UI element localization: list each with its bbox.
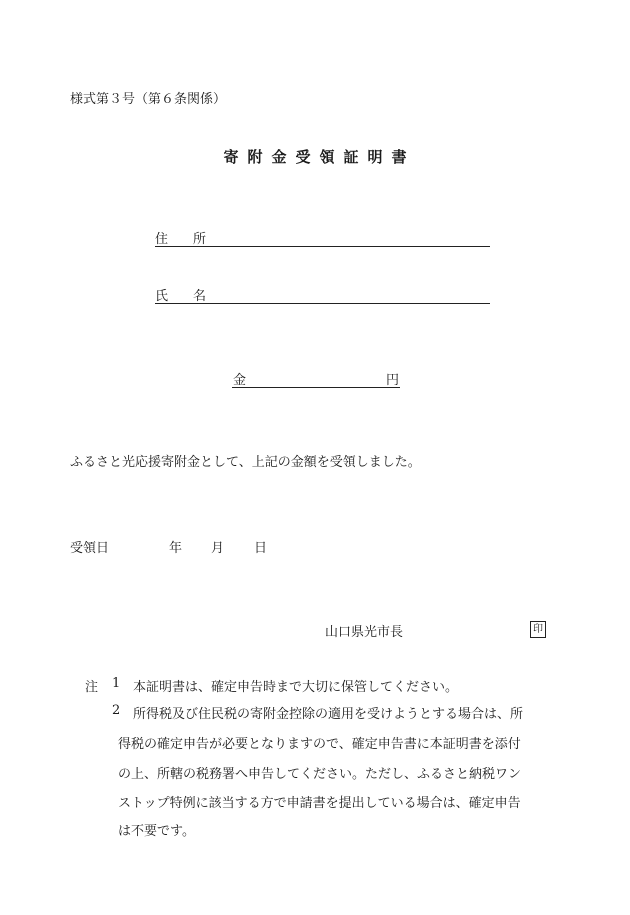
note-2-line-2: 得税の確定申告が必要となりますので、確定申告書に本証明書を添付 [118, 737, 521, 752]
document-title: 寄附金受領証明書 [223, 148, 416, 166]
name-field[interactable] [155, 285, 490, 304]
date-month: 月 [211, 541, 225, 556]
note-1-text: 本証明書は、確定申告時まで大切に保管してください。 [133, 680, 459, 695]
form-number: 様式第３号（第６条関係） [70, 92, 227, 107]
note-2-line-1: 所得税及び住民税の寄附金控除の適用を受けようとする場合は、所 [133, 707, 524, 722]
note-1-number: 1 [112, 676, 121, 691]
receipt-statement: ふるさと光応援寄附金として、上記の金額を受領しました。 [70, 455, 421, 470]
seal-mark: 印 [530, 621, 546, 638]
name-label: 氏名 [155, 289, 232, 304]
date-day: 日 [254, 541, 268, 556]
address-field[interactable] [155, 228, 490, 247]
amount-suffix: 円 [385, 373, 399, 388]
amount-prefix: 金 [233, 373, 247, 388]
note-2-line-3: の上、所轄の税務署へ申告してください。ただし、ふるさと納税ワン [118, 767, 522, 782]
issuer-name: 山口県光市長 [325, 625, 404, 640]
address-label: 住所 [155, 232, 232, 247]
date-label: 受領日 [70, 541, 110, 556]
notes-heading: 注 [85, 680, 99, 695]
note-2-number: 2 [112, 703, 121, 718]
note-2-line-4: ストップ特例に該当する方で申請書を提出している場合は、確定申告 [118, 796, 521, 811]
amount-field[interactable] [232, 369, 400, 388]
date-year: 年 [169, 541, 183, 556]
note-2-line-5: は不要です。 [118, 824, 195, 839]
